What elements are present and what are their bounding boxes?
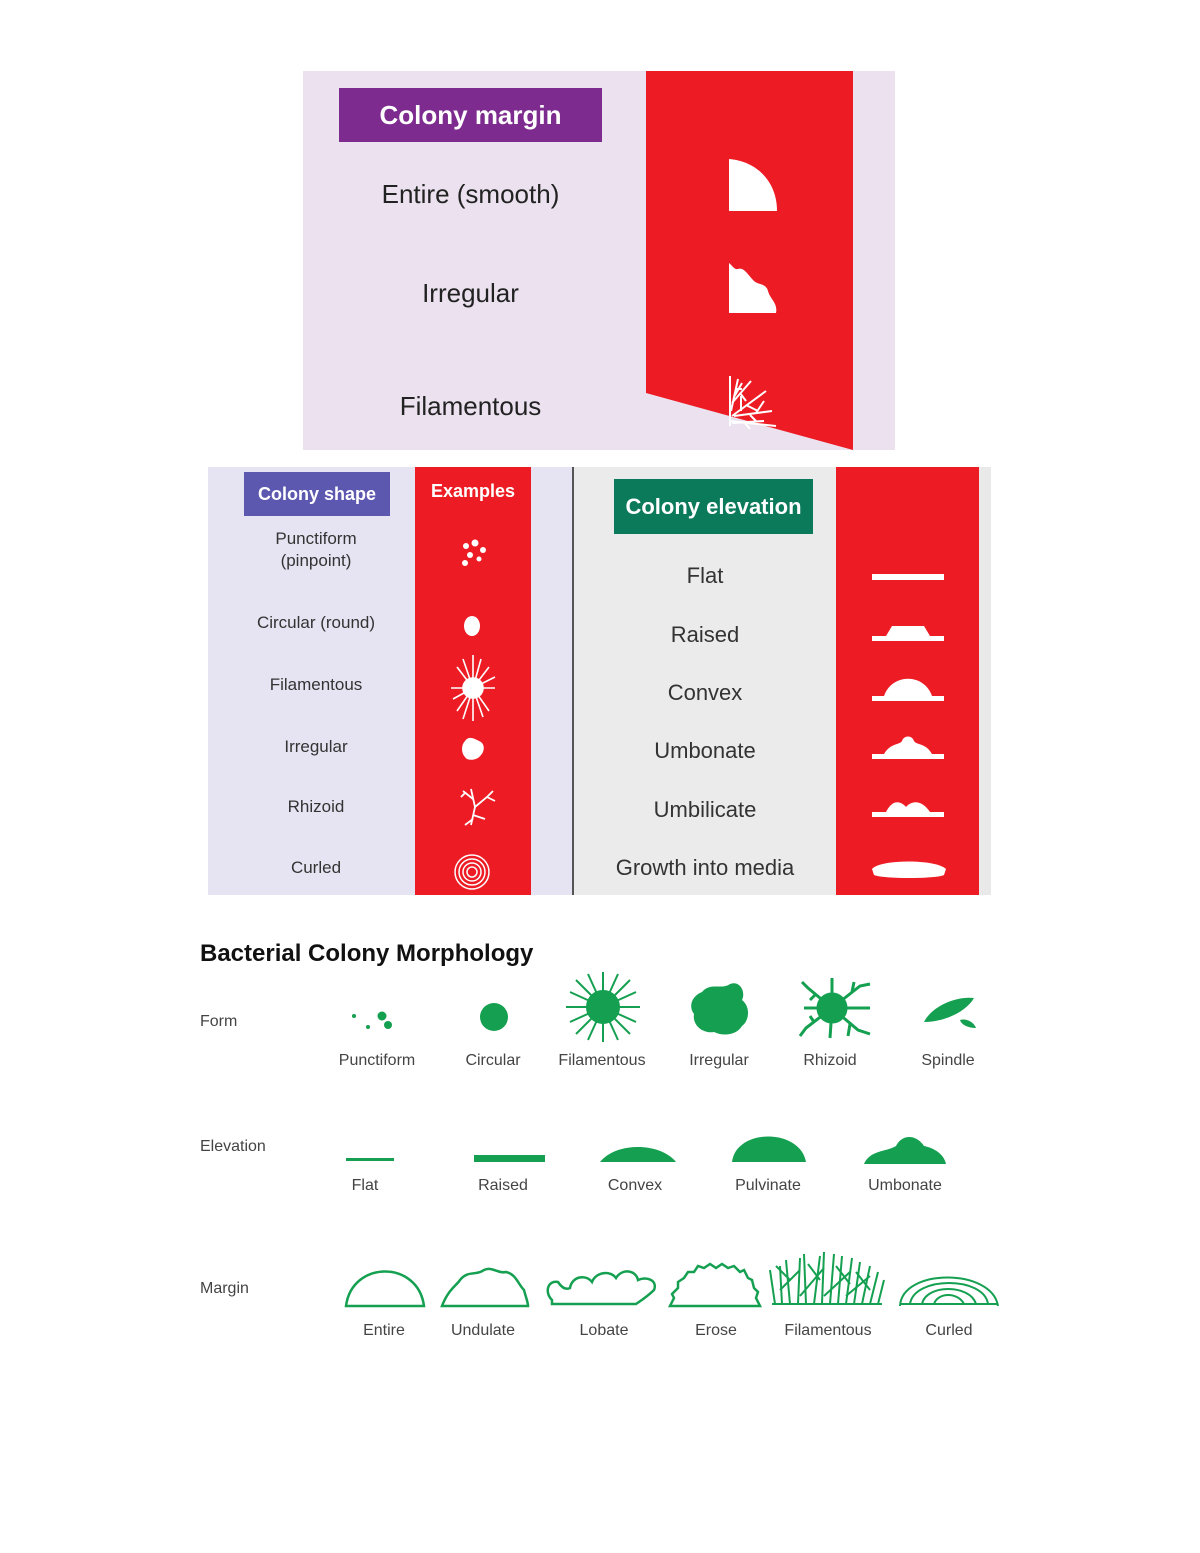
elevation-growth-into-media-icon xyxy=(872,862,946,879)
filamentous-icon xyxy=(451,655,495,721)
shape-label-filamentous: Filamentous xyxy=(269,675,363,694)
circular-icon xyxy=(464,616,480,636)
form-spindle-icon xyxy=(924,998,976,1028)
elevation-caption-pulvinate: Pulvinate xyxy=(735,1177,801,1194)
elevation-umbonate-icon xyxy=(864,1137,946,1164)
shape-label-rhizoid: Rhizoid xyxy=(287,797,345,816)
elevation-label-umbilicate: Umbilicate xyxy=(653,797,757,822)
colony-shape-header: Colony shape xyxy=(244,472,390,516)
form-rhizoid-icon xyxy=(800,978,870,1038)
elevation-label-raised: Raised xyxy=(670,622,740,647)
elevation-raised-icon xyxy=(872,626,944,641)
elevation-label-convex: Convex xyxy=(667,680,743,705)
shape-label-punctiform: Punctiform (pinpoint) xyxy=(275,529,357,570)
elevation-caption-umbonate: Umbonate xyxy=(868,1177,942,1194)
margin-lobate-icon xyxy=(548,1271,655,1304)
margin-erose-icon xyxy=(670,1264,760,1306)
form-caption-irregular: Irregular xyxy=(689,1052,749,1069)
morphology-title: Bacterial Colony Morphology xyxy=(200,940,534,967)
form-caption-spindle: Spindle xyxy=(921,1052,975,1069)
elevation-examples-icons xyxy=(836,467,979,895)
rhizoid-icon xyxy=(461,789,495,825)
margin-label-irregular: Irregular xyxy=(422,278,519,308)
colony-margin-header: Colony margin xyxy=(339,88,602,142)
examples-header: Examples xyxy=(430,481,516,501)
form-caption-rhizoid: Rhizoid xyxy=(803,1052,857,1069)
irregular-icon xyxy=(462,738,484,760)
margin-label-filamentous: Filamentous xyxy=(399,391,542,421)
elevation-convex-icon xyxy=(872,679,944,701)
elevation-label-umbonate: Umbonate xyxy=(654,738,756,763)
margin-caption-undulate: Undulate xyxy=(450,1322,516,1339)
margin-caption-erose: Erose xyxy=(695,1322,737,1339)
row-label-margin: Margin xyxy=(200,1280,249,1297)
margin-filamentous-icon xyxy=(770,1252,884,1304)
margin-undulate-icon xyxy=(442,1269,528,1306)
shape-examples-icons xyxy=(415,467,531,895)
elevation-convex-icon xyxy=(600,1147,676,1162)
shape-label-circular: Circular (round) xyxy=(256,613,376,632)
elevation-caption-flat: Flat xyxy=(351,1177,379,1194)
colony-shape-elevation-panel xyxy=(208,467,991,895)
margin-caption-curled: Curled xyxy=(925,1322,973,1339)
margin-entire-icon xyxy=(346,1272,424,1307)
elevation-raised-icon xyxy=(474,1155,545,1162)
form-punctiform-icon xyxy=(352,1012,392,1030)
shape-label-irregular: Irregular xyxy=(284,737,348,756)
curled-icon xyxy=(455,855,489,889)
form-caption-circular: Circular xyxy=(465,1052,521,1069)
elevation-flat-icon xyxy=(346,1158,394,1161)
punctiform-icon xyxy=(462,540,486,567)
form-circular-icon xyxy=(480,1003,508,1031)
margin-caption-filamentous: Filamentous xyxy=(784,1322,872,1339)
elevation-caption-raised: Raised xyxy=(478,1177,528,1194)
form-irregular-icon xyxy=(691,983,748,1034)
elevation-umbilicate-icon xyxy=(872,802,944,817)
form-caption-filamentous: Filamentous xyxy=(558,1052,646,1069)
margin-caption-entire: Entire xyxy=(363,1322,405,1339)
elevation-pulvinate-icon xyxy=(732,1137,806,1163)
margin-label-entire: Entire (smooth) xyxy=(381,179,560,209)
elevation-label-flat: Flat xyxy=(686,563,724,588)
margin-curled-icon xyxy=(900,1278,998,1307)
margin-examples-strip xyxy=(646,71,853,450)
row-label-elevation: Elevation xyxy=(200,1138,266,1155)
form-filamentous-icon xyxy=(566,972,640,1042)
colony-margin-panel xyxy=(303,71,895,450)
row-label-form: Form xyxy=(200,1013,238,1030)
elevation-caption-convex: Convex xyxy=(607,1177,663,1194)
shape-label-curled: Curled xyxy=(290,858,342,877)
elevation-label-growth-into-media: Growth into media xyxy=(615,855,795,880)
elevation-umbonate-icon xyxy=(872,737,944,760)
colony-elevation-header: Colony elevation xyxy=(614,479,813,534)
margin-caption-lobate: Lobate xyxy=(579,1322,629,1339)
elevation-flat-icon xyxy=(872,574,944,580)
form-caption-punctiform: Punctiform xyxy=(338,1052,416,1069)
morphology-icons xyxy=(330,970,1010,1320)
